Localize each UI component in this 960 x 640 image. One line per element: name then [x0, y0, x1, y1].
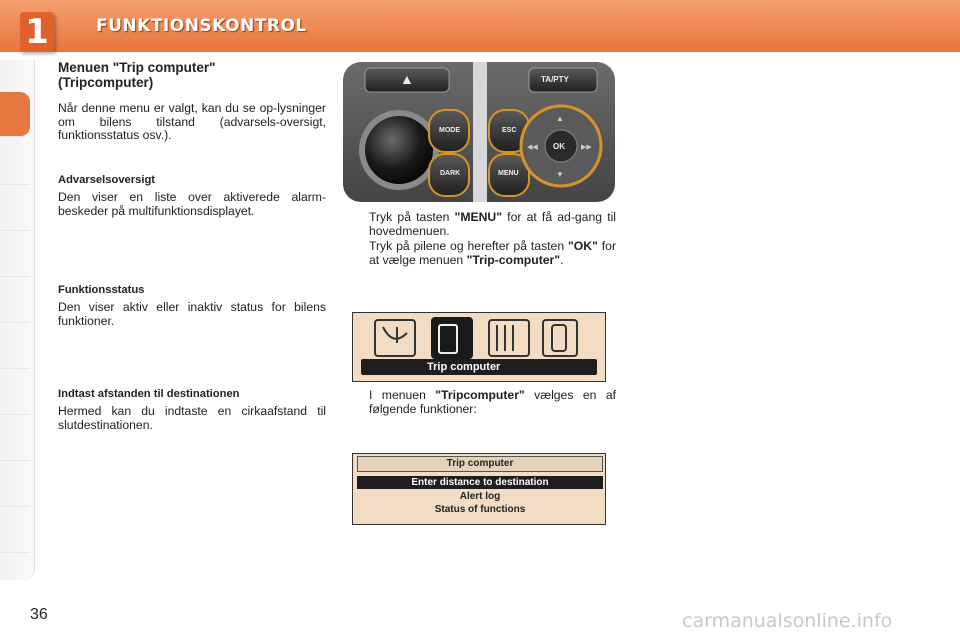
chapter-tab[interactable] [0, 416, 30, 461]
chapter-title: FUNKTIONSKONTROL [96, 16, 307, 36]
instruction-text [369, 240, 616, 267]
instruction-part: Tryk på pilene og herefter på tasten [369, 239, 569, 253]
instruction-part: . [560, 252, 564, 267]
section-alert-log [58, 174, 326, 218]
chapter-tab[interactable] [0, 140, 30, 185]
page-number: 36 [30, 606, 48, 623]
mode-button[interactable]: MODE [439, 127, 460, 134]
ta-pty-button[interactable]: TA/PTY [541, 75, 569, 84]
subsection-text: Den viser en liste over aktiverede alarm-beskeder på multifunktionsdisplayet. [58, 190, 326, 218]
chapter-tab-active[interactable] [0, 92, 30, 137]
instruction-item [346, 211, 616, 238]
instruction-key: "Trip-computer" [466, 252, 561, 267]
dark-button[interactable]: DARK [440, 170, 461, 177]
instruction-part: I menuen [369, 388, 436, 402]
chapter-tab[interactable] [0, 462, 30, 507]
menu-item[interactable]: Alert log [459, 491, 501, 502]
instruction-text [369, 211, 616, 238]
trip-computer-display [352, 453, 606, 525]
instruction-part: Tryk på tasten [369, 210, 455, 224]
menu-item-selected[interactable]: Enter distance to destination [357, 476, 603, 489]
instruction-part: vælges en af følgende funktioner: [369, 388, 616, 416]
intro-text: Når denne menu er valgt, kan du se op-lysninger om bilens tilstand (advarsels-oversigt, funktionsstatus osv.). [58, 101, 326, 142]
arrow-left-icon[interactable]: ◀◀ [527, 144, 538, 151]
arrow-down-icon[interactable]: ▼ [556, 170, 564, 179]
section-function-status [58, 284, 326, 328]
chapter-tabs [0, 60, 35, 580]
subsection-text: Hermed kan du indtaste en cirkaafstand til slutdestinationen. [58, 404, 326, 432]
chapter-tab[interactable] [0, 324, 30, 369]
instruction-key: "OK" [568, 239, 598, 253]
menu-display [352, 312, 606, 382]
control-panel-photo [343, 62, 615, 202]
instruction-key: "MENU" [454, 210, 502, 224]
chapter-number: 1 [20, 12, 54, 52]
subheading: Funktionsstatus [58, 284, 145, 296]
left-column [58, 60, 326, 432]
instruction-item [346, 240, 616, 267]
arrow-up-icon[interactable]: ▲ [556, 114, 564, 123]
chapter-tab[interactable] [0, 508, 30, 553]
menu-item[interactable]: Status of functions [434, 504, 526, 515]
chapter-tab[interactable] [0, 278, 30, 323]
selected-menu-label: Trip computer [427, 361, 501, 373]
instruction-part: for at få ad-gang til hovedmenuen. [369, 210, 616, 238]
watermark: carmanualsonline.info [682, 610, 893, 632]
subheading: Advarselsoversigt [58, 174, 156, 186]
instruction-item [346, 389, 616, 416]
section-distance [58, 388, 326, 432]
eject-icon[interactable]: ▲ [400, 71, 414, 87]
menu-button[interactable]: MENU [498, 170, 519, 177]
subheading: Indtast afstanden til destinationen [58, 388, 240, 400]
subsection-text: Den viser aktiv eller inaktiv status for bilens funktioner. [58, 300, 326, 328]
chapter-tab[interactable] [0, 186, 30, 231]
arrow-right-icon[interactable]: ▶▶ [581, 144, 592, 151]
instruction-part: for at vælge menuen [369, 239, 617, 267]
chapter-tab[interactable] [0, 232, 30, 277]
chapter-header [0, 0, 960, 52]
ok-button[interactable]: OK [553, 142, 565, 151]
display-title: Trip computer [357, 456, 603, 472]
instruction-key: "Tripcomputer" [435, 388, 525, 402]
instruction-text [369, 389, 616, 416]
section-heading: Menuen "Trip computer" (Tripcomputer) [58, 60, 216, 90]
chapter-tab[interactable] [0, 370, 30, 415]
esc-button[interactable]: ESC [502, 127, 517, 134]
